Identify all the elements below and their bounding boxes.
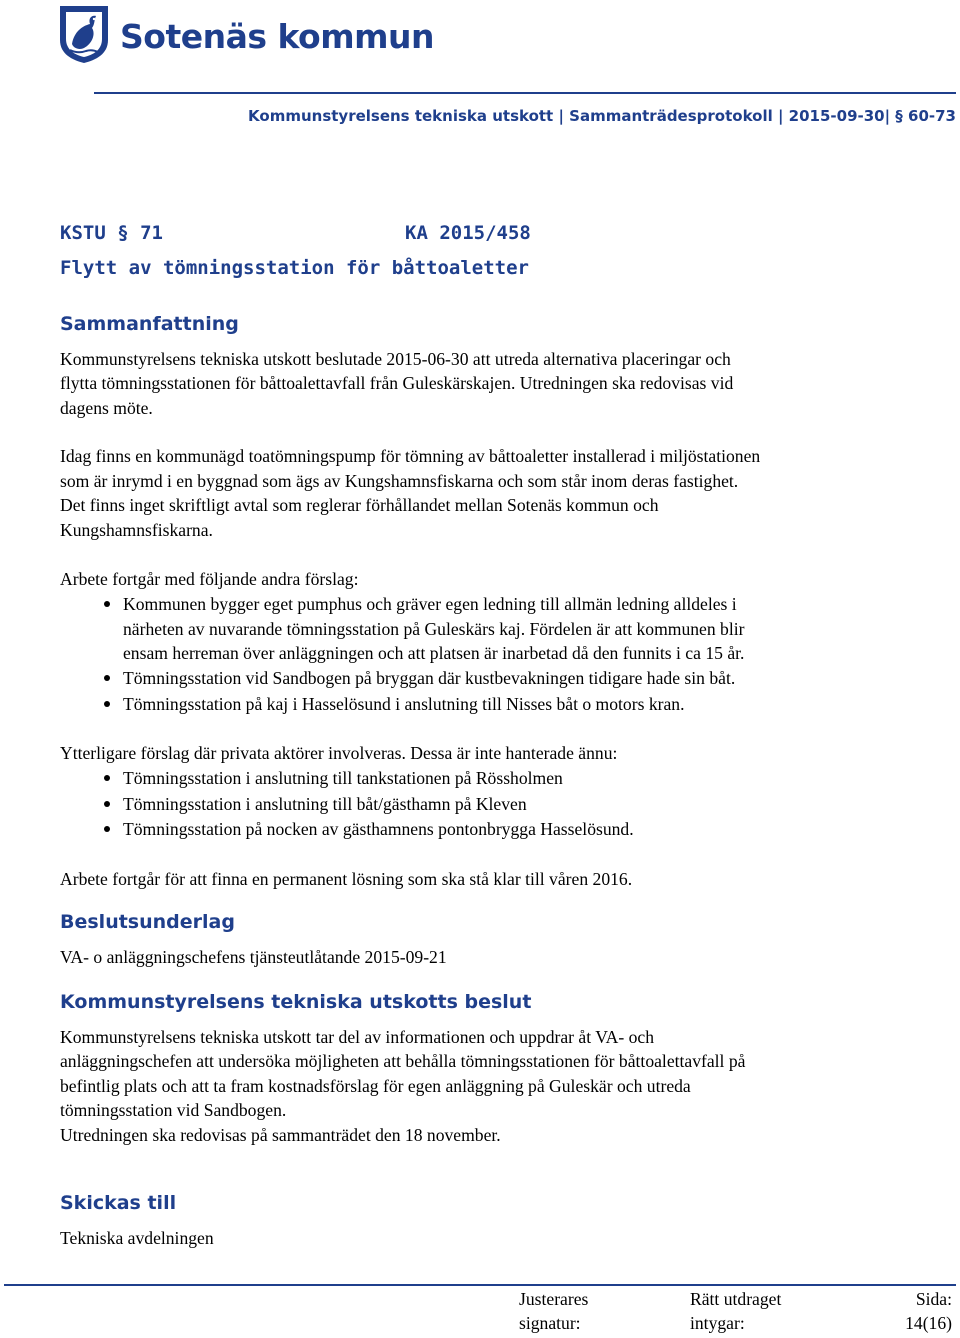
bullet-icon bbox=[104, 601, 110, 607]
closing-text: Arbete fortgår för att finna en permanent lösning som ska stå klar till våren 2016. bbox=[60, 869, 633, 889]
basis-heading: Beslutsunderlag bbox=[60, 911, 235, 933]
list-item: Tömningsstation på nocken av gästhamnens pontonbrygga Hasselösund. bbox=[123, 819, 634, 839]
list-item: Tömningsstation vid Sandbogen på bryggan där kustbevakningen tidigare hade sin båt. bbox=[123, 668, 736, 688]
bullet-icon bbox=[104, 775, 110, 781]
decision-line: tömningsstation vid Sandbogen. bbox=[60, 1100, 287, 1120]
work-intro: Arbete fortgår med följande andra förslag: bbox=[60, 569, 359, 589]
list-item: Tömningsstation i anslutning till båt/gästhamn på Kleven bbox=[123, 794, 527, 814]
case-number: KA 2015/458 bbox=[405, 222, 531, 244]
bullet-icon bbox=[104, 701, 110, 707]
summary-heading: Sammanfattning bbox=[60, 313, 239, 335]
footer-ratt-utdraget: Rätt utdraget bbox=[690, 1289, 782, 1309]
logo bbox=[58, 4, 434, 64]
sent-to-text: Tekniska avdelningen bbox=[60, 1228, 214, 1248]
summary-p2-line: som är inrymd i en byggnad som ägs av Kungshamnsfiskarna och som står inom deras fastighet. bbox=[60, 471, 739, 491]
footer-intygar: intygar: bbox=[690, 1313, 745, 1333]
list-item: Tömningsstation i anslutning till tankstationen på Rössholmen bbox=[123, 768, 563, 788]
summary-p1-line: flytta tömningsstationen för båttoalettavfall från Guleskärskajen. Utredningen ska redovisas vid bbox=[60, 373, 734, 393]
summary-p2-line: Kungshamnsfiskarna. bbox=[60, 520, 213, 540]
decision-line: Kommunstyrelsens tekniska utskott tar del av informationen och uppdrar åt VA- och bbox=[60, 1027, 654, 1047]
page-number: 14(16) bbox=[905, 1313, 952, 1333]
bullet-icon bbox=[104, 801, 110, 807]
running-title: Kommunstyrelsens tekniska utskott | Sammanträdesprotokoll | 2015-09-30| § 60-73 bbox=[248, 107, 956, 125]
decision-line: Utredningen ska redovisas på sammanträdet den 18 november. bbox=[60, 1125, 501, 1145]
decision-line: anläggningschefen att undersöka möjligheten att behålla tömningsstationen för båttoalettavfall på bbox=[60, 1051, 746, 1071]
summary-p1-line: dagens möte. bbox=[60, 398, 153, 418]
header-divider bbox=[94, 92, 956, 94]
decision-line: befintlig plats och att ta fram kostnadsförslag för egen anläggning på Guleskär och utreda bbox=[60, 1076, 691, 1096]
summary-p1-line: Kommunstyrelsens tekniska utskott beslutade 2015-06-30 att utreda alternativa placeringar och bbox=[60, 349, 731, 369]
footer-sida: Sida: bbox=[915, 1289, 952, 1309]
list-item: Tömningsstation på kaj i Hasselösund i anslutning till Nisses båt o motors kran. bbox=[123, 694, 685, 714]
case-title: Flytt av tömningsstation för båttoaletter bbox=[60, 257, 529, 279]
summary-p2-line: Det finns inget skriftligt avtal som reglerar förhållandet mellan Sotenäs kommun och bbox=[60, 495, 659, 515]
footer-signatur: signatur: bbox=[519, 1313, 581, 1333]
footer-divider bbox=[4, 1284, 956, 1286]
paragraph-id: KSTU § 71 bbox=[60, 222, 163, 244]
footer-justerares: Justerares bbox=[519, 1289, 589, 1309]
list-item: Kommunen bygger eget pumphus och gräver egen ledning till allmän ledning alldeles i bbox=[123, 594, 737, 614]
municipality-crest-icon bbox=[58, 4, 110, 64]
private-intro: Ytterligare förslag där privata aktörer involveras. Dessa är inte hanterade ännu: bbox=[60, 743, 618, 763]
decision-heading: Kommunstyrelsens tekniska utskotts beslut bbox=[60, 991, 532, 1013]
list-item-continuation: närheten av nuvarande tömningsstation på Guleskärs kaj. Fördelen är att kommunen blir bbox=[123, 619, 745, 639]
list-item-continuation: ensam herreman över anläggningen och att platsen är inarbetad då den funnits i ca 15 år. bbox=[123, 643, 745, 663]
sent-to-heading: Skickas till bbox=[60, 1192, 177, 1214]
org-name: Sotenäs kommun bbox=[120, 16, 434, 56]
bullet-icon bbox=[104, 826, 110, 832]
summary-p2-line: Idag finns en kommunägd toatömningspump för tömning av båttoaletter installerad i miljöstationen bbox=[60, 446, 761, 466]
bullet-icon bbox=[104, 675, 110, 681]
basis-text: VA- o anläggningschefens tjänsteutlåtande 2015-09-21 bbox=[60, 947, 447, 967]
